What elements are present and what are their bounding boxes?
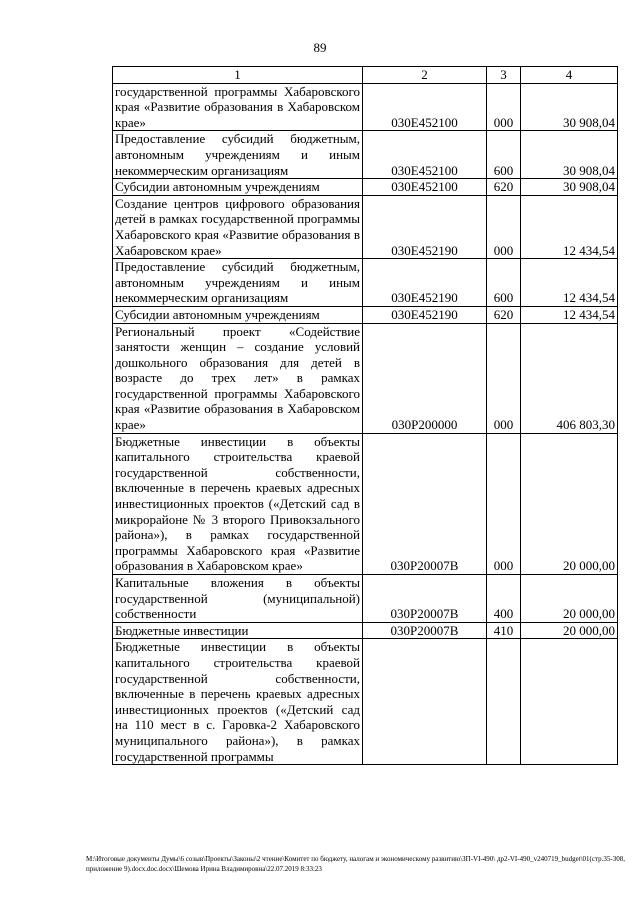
row-type: 000: [487, 323, 521, 433]
row-code: 030Е452190: [363, 195, 487, 258]
table-row: [113, 622, 618, 639]
row-code: [363, 639, 487, 765]
table-row: [113, 433, 618, 574]
row-code: 030Е452100: [363, 179, 487, 196]
row-code: 030P200000: [363, 323, 487, 433]
row-type: [487, 639, 521, 765]
table-row: [113, 323, 618, 433]
table-row: [113, 306, 618, 323]
table-row: [113, 131, 618, 179]
row-type: 600: [487, 259, 521, 307]
row-type: 000: [487, 433, 521, 574]
row-amount: [521, 639, 618, 765]
row-name: государственной программы Хабаровского края «Развитие образования в Хабаровском крае»: [113, 83, 363, 131]
header-col-3: 3: [487, 67, 521, 84]
table-row: [113, 575, 618, 623]
row-type: 000: [487, 195, 521, 258]
row-name: Предоставление субсидий бюджетным, автономным учреждениям и иным некоммерческим организациям: [113, 259, 363, 307]
header-col-1: 1: [113, 67, 363, 84]
table-row: [113, 195, 618, 258]
row-amount: 12 434,54: [521, 259, 618, 307]
row-type: 620: [487, 179, 521, 196]
table-row: [113, 259, 618, 307]
row-code: 030Е452190: [363, 306, 487, 323]
row-type: 410: [487, 622, 521, 639]
row-amount: 30 908,04: [521, 179, 618, 196]
row-type: 400: [487, 575, 521, 623]
row-type: 000: [487, 83, 521, 131]
row-code: 030P20007B: [363, 433, 487, 574]
row-code: 030Е452100: [363, 83, 487, 131]
row-name: Предоставление субсидий бюджетным, автономным учреждениям и иным некоммерческим организациям: [113, 131, 363, 179]
row-name: Бюджетные инвестиции: [113, 622, 363, 639]
row-code: 030Е452100: [363, 131, 487, 179]
row-type: 600: [487, 131, 521, 179]
row-amount: 20 000,00: [521, 575, 618, 623]
row-name: Региональный проект «Содействие занятости женщин – создание условий дошкольного образования для детей в возрасте до трех лет» в рамках государственной программы Хабаровского края «Развитие образования в Хабаровском крае»: [113, 323, 363, 433]
table-row: [113, 639, 618, 765]
row-amount: 12 434,54: [521, 195, 618, 258]
table-row: [113, 83, 618, 131]
row-amount: 12 434,54: [521, 306, 618, 323]
row-amount: 406 803,30: [521, 323, 618, 433]
table-header-row: [113, 67, 618, 84]
row-code: 030P20007B: [363, 575, 487, 623]
row-code: 030P20007B: [363, 622, 487, 639]
row-amount: 20 000,00: [521, 433, 618, 574]
budget-table: [112, 66, 618, 765]
header-col-4: 4: [521, 67, 618, 84]
header-col-2: 2: [363, 67, 487, 84]
row-name: Субсидии автономным учреждениям: [113, 179, 363, 196]
row-amount: 30 908,04: [521, 131, 618, 179]
row-name: Капитальные вложения в объекты государственной (муниципальной) собственности: [113, 575, 363, 623]
table-row: [113, 179, 618, 196]
row-name: Бюджетные инвестиции в объекты капитального строительства краевой государственной собственности, включенные в перечень краевых адресных инвестиционных проектов («Детский сад на 110 мест в с. Гаровка-2 Хабаровского муниципального района»), в рамках государственной программы: [113, 639, 363, 765]
row-name: Бюджетные инвестиции в объекты капитального строительства краевой государственной собственности, включенные в перечень краевых адресных инвестиционных проектов («Детский сад в микрорайоне № 3 второго Привокзального района»), в рамках государственной программы Хабаровского края «Развитие образования в Хабаровском крае»: [113, 433, 363, 574]
row-amount: 30 908,04: [521, 83, 618, 131]
row-code: 030Е452190: [363, 259, 487, 307]
document-path-footer: M:\Итоговые документы Думы\6 созыв\Проекты\Законы\2 чтение\Комитет по бюджету, налогам и экономическому развитию\ЗП-VI-490\ др2-VI-490_v240719_budget\01(стр.35-308, приложение 9).docx.doc.docx\Шемова Ирина Владимировна\22.07.2019 8:33:23: [86, 855, 625, 873]
row-name: Субсидии автономным учреждениям: [113, 306, 363, 323]
row-type: 620: [487, 306, 521, 323]
row-amount: 20 000,00: [521, 622, 618, 639]
row-name: Создание центров цифрового образования детей в рамках государственной программы Хабаровского края «Развитие образования в Хабаровском крае»: [113, 195, 363, 258]
page-number: 89: [313, 40, 327, 55]
